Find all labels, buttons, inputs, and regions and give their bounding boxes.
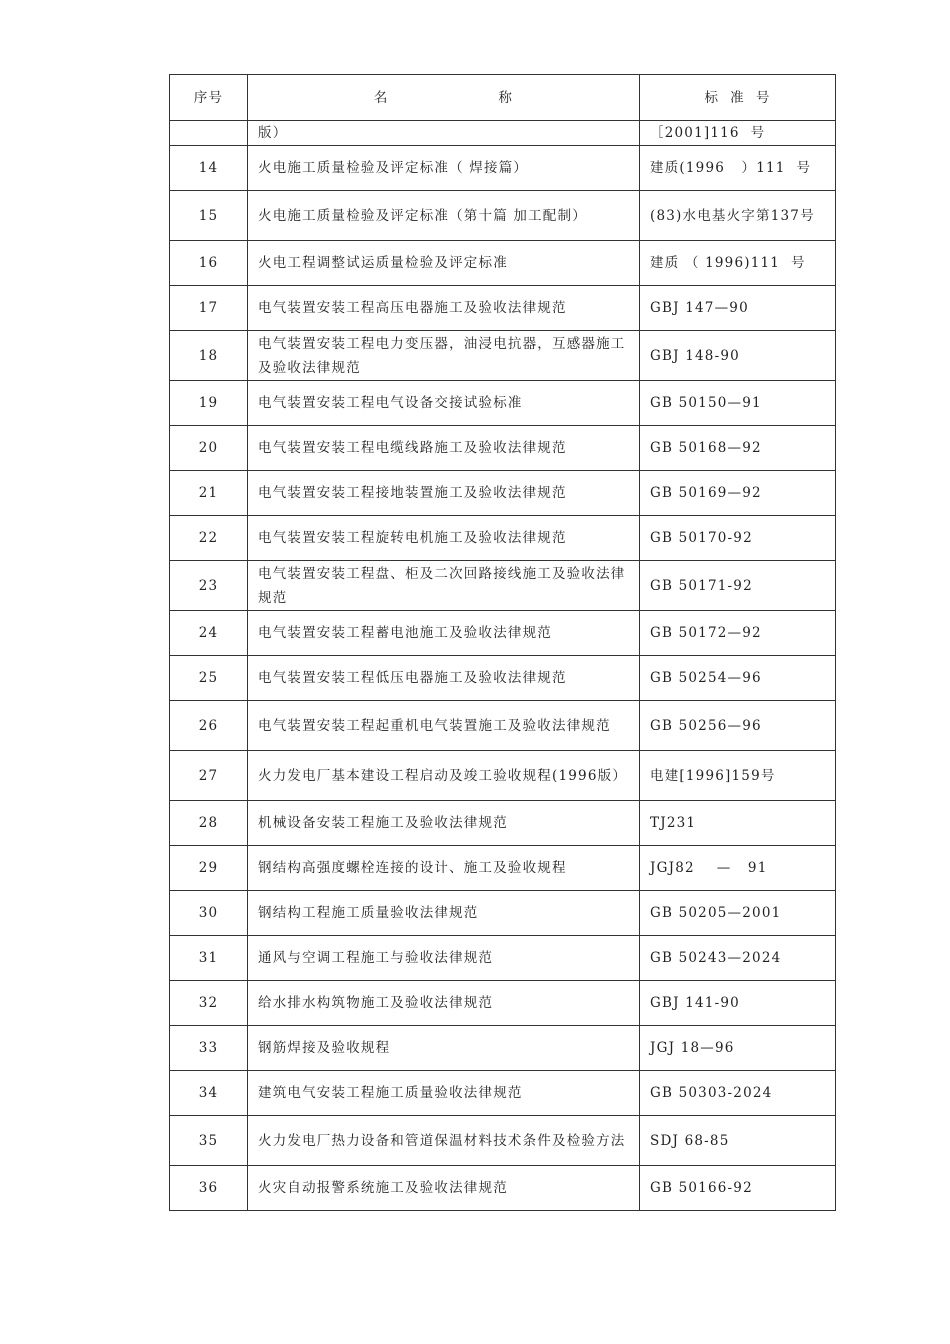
row-number: 22 xyxy=(170,516,248,561)
row-name: 火力发电厂基本建设工程启动及竣工验收规程(1996版） xyxy=(248,751,640,801)
row-standard: JGJ82 — 91 xyxy=(640,846,836,891)
row-standard: ［2001]116 号 xyxy=(640,121,836,146)
row-name: 电气装置安装工程电缆线路施工及验收法律规范 xyxy=(248,426,640,471)
table-row xyxy=(170,241,836,286)
row-number: 27 xyxy=(170,751,248,801)
header-name: 名 称 xyxy=(248,75,640,121)
table-row xyxy=(170,846,836,891)
row-number: 15 xyxy=(170,191,248,241)
row-standard: GB 50256—96 xyxy=(640,701,836,751)
row-name: 电气装置安装工程低压电器施工及验收法律规范 xyxy=(248,656,640,701)
row-standard: GBJ 147—90 xyxy=(640,286,836,331)
row-name: 给水排水构筑物施工及验收法律规范 xyxy=(248,981,640,1026)
row-name: 钢结构工程施工质量验收法律规范 xyxy=(248,891,640,936)
row-standard: 建质(1996 ）111 号 xyxy=(640,146,836,191)
row-number: 29 xyxy=(170,846,248,891)
row-name: 电气装置安装工程电力变压器，油浸电抗器，互感器施工及验收法律规范 xyxy=(248,331,640,381)
row-name: 火电施工质量检验及评定标准（ 焊接篇） xyxy=(248,146,640,191)
table-row xyxy=(170,146,836,191)
table-row xyxy=(170,286,836,331)
standards-table xyxy=(169,74,836,1211)
table-row xyxy=(170,801,836,846)
row-standard: JGJ 18—96 xyxy=(640,1026,836,1071)
row-number: 20 xyxy=(170,426,248,471)
table-row xyxy=(170,611,836,656)
row-name: 电气装置安装工程电气设备交接试验标准 xyxy=(248,381,640,426)
row-standard: GBJ 148-90 xyxy=(640,331,836,381)
row-number: 21 xyxy=(170,471,248,516)
table-row xyxy=(170,1166,836,1211)
row-standard: SDJ 68-85 xyxy=(640,1116,836,1166)
row-name: 电气装置安装工程接地装置施工及验收法律规范 xyxy=(248,471,640,516)
row-standard: GB 50172—92 xyxy=(640,611,836,656)
row-number: 31 xyxy=(170,936,248,981)
row-number: 23 xyxy=(170,561,248,611)
row-number: 32 xyxy=(170,981,248,1026)
row-number: 16 xyxy=(170,241,248,286)
row-standard: GB 50170-92 xyxy=(640,516,836,561)
table-row xyxy=(170,516,836,561)
table-row xyxy=(170,656,836,701)
row-standard: GB 50166-92 xyxy=(640,1166,836,1211)
row-name: 电气装置安装工程旋转电机施工及验收法律规范 xyxy=(248,516,640,561)
row-standard: 建质 （ 1996)111 号 xyxy=(640,241,836,286)
row-name: 钢结构高强度螺栓连接的设计、施工及验收规程 xyxy=(248,846,640,891)
row-standard: GB 50168—92 xyxy=(640,426,836,471)
row-number xyxy=(170,121,248,146)
row-name: 机械设备安装工程施工及验收法律规范 xyxy=(248,801,640,846)
row-name: 火灾自动报警系统施工及验收法律规范 xyxy=(248,1166,640,1211)
row-name: 电气装置安装工程盘、柜及二次回路接线施工及验收法律规范 xyxy=(248,561,640,611)
row-number: 33 xyxy=(170,1026,248,1071)
row-number: 36 xyxy=(170,1166,248,1211)
row-number: 18 xyxy=(170,331,248,381)
table-row xyxy=(170,331,836,381)
table-header-row xyxy=(170,75,836,121)
row-number: 26 xyxy=(170,701,248,751)
row-name: 钢筋焊接及验收规程 xyxy=(248,1026,640,1071)
row-number: 17 xyxy=(170,286,248,331)
table-row xyxy=(170,701,836,751)
row-number: 30 xyxy=(170,891,248,936)
header-standard: 标 准 号 xyxy=(640,75,836,121)
row-standard: GB 50243—2024 xyxy=(640,936,836,981)
row-name: 电气装置安装工程起重机电气装置施工及验收法律规范 xyxy=(248,701,640,751)
table-row xyxy=(170,1026,836,1071)
row-standard: GB 50171-92 xyxy=(640,561,836,611)
table-row xyxy=(170,751,836,801)
row-name: 版） xyxy=(248,121,640,146)
table-row xyxy=(170,936,836,981)
header-no: 序号 xyxy=(170,75,248,121)
row-standard: GB 50169—92 xyxy=(640,471,836,516)
row-standard: GBJ 141-90 xyxy=(640,981,836,1026)
table-row xyxy=(170,381,836,426)
table-row xyxy=(170,191,836,241)
row-number: 19 xyxy=(170,381,248,426)
table-row xyxy=(170,426,836,471)
row-name: 电气装置安装工程高压电器施工及验收法律规范 xyxy=(248,286,640,331)
row-number: 35 xyxy=(170,1116,248,1166)
row-number: 34 xyxy=(170,1071,248,1116)
row-standard: TJ231 xyxy=(640,801,836,846)
row-number: 25 xyxy=(170,656,248,701)
table-row xyxy=(170,561,836,611)
row-standard: (83)水电基火字第137号 xyxy=(640,191,836,241)
row-standard: GB 50303-2024 xyxy=(640,1071,836,1116)
row-name: 火电工程调整试运质量检验及评定标准 xyxy=(248,241,640,286)
table-row xyxy=(170,981,836,1026)
row-number: 14 xyxy=(170,146,248,191)
row-name: 火电施工质量检验及评定标准（第十篇 加工配制） xyxy=(248,191,640,241)
table-row xyxy=(170,471,836,516)
row-number: 28 xyxy=(170,801,248,846)
row-name: 火力发电厂热力设备和管道保温材料技术条件及检验方法 xyxy=(248,1116,640,1166)
table-row xyxy=(170,891,836,936)
row-standard: GB 50150—91 xyxy=(640,381,836,426)
row-standard: GB 50254—96 xyxy=(640,656,836,701)
row-standard: GB 50205—2001 xyxy=(640,891,836,936)
row-name: 通风与空调工程施工与验收法律规范 xyxy=(248,936,640,981)
row-standard: 电建[1996]159号 xyxy=(640,751,836,801)
row-number: 24 xyxy=(170,611,248,656)
row-name: 电气装置安装工程蓄电池施工及验收法律规范 xyxy=(248,611,640,656)
table-row xyxy=(170,121,836,146)
row-name: 建筑电气安装工程施工质量验收法律规范 xyxy=(248,1071,640,1116)
table-row xyxy=(170,1116,836,1166)
table-row xyxy=(170,1071,836,1116)
